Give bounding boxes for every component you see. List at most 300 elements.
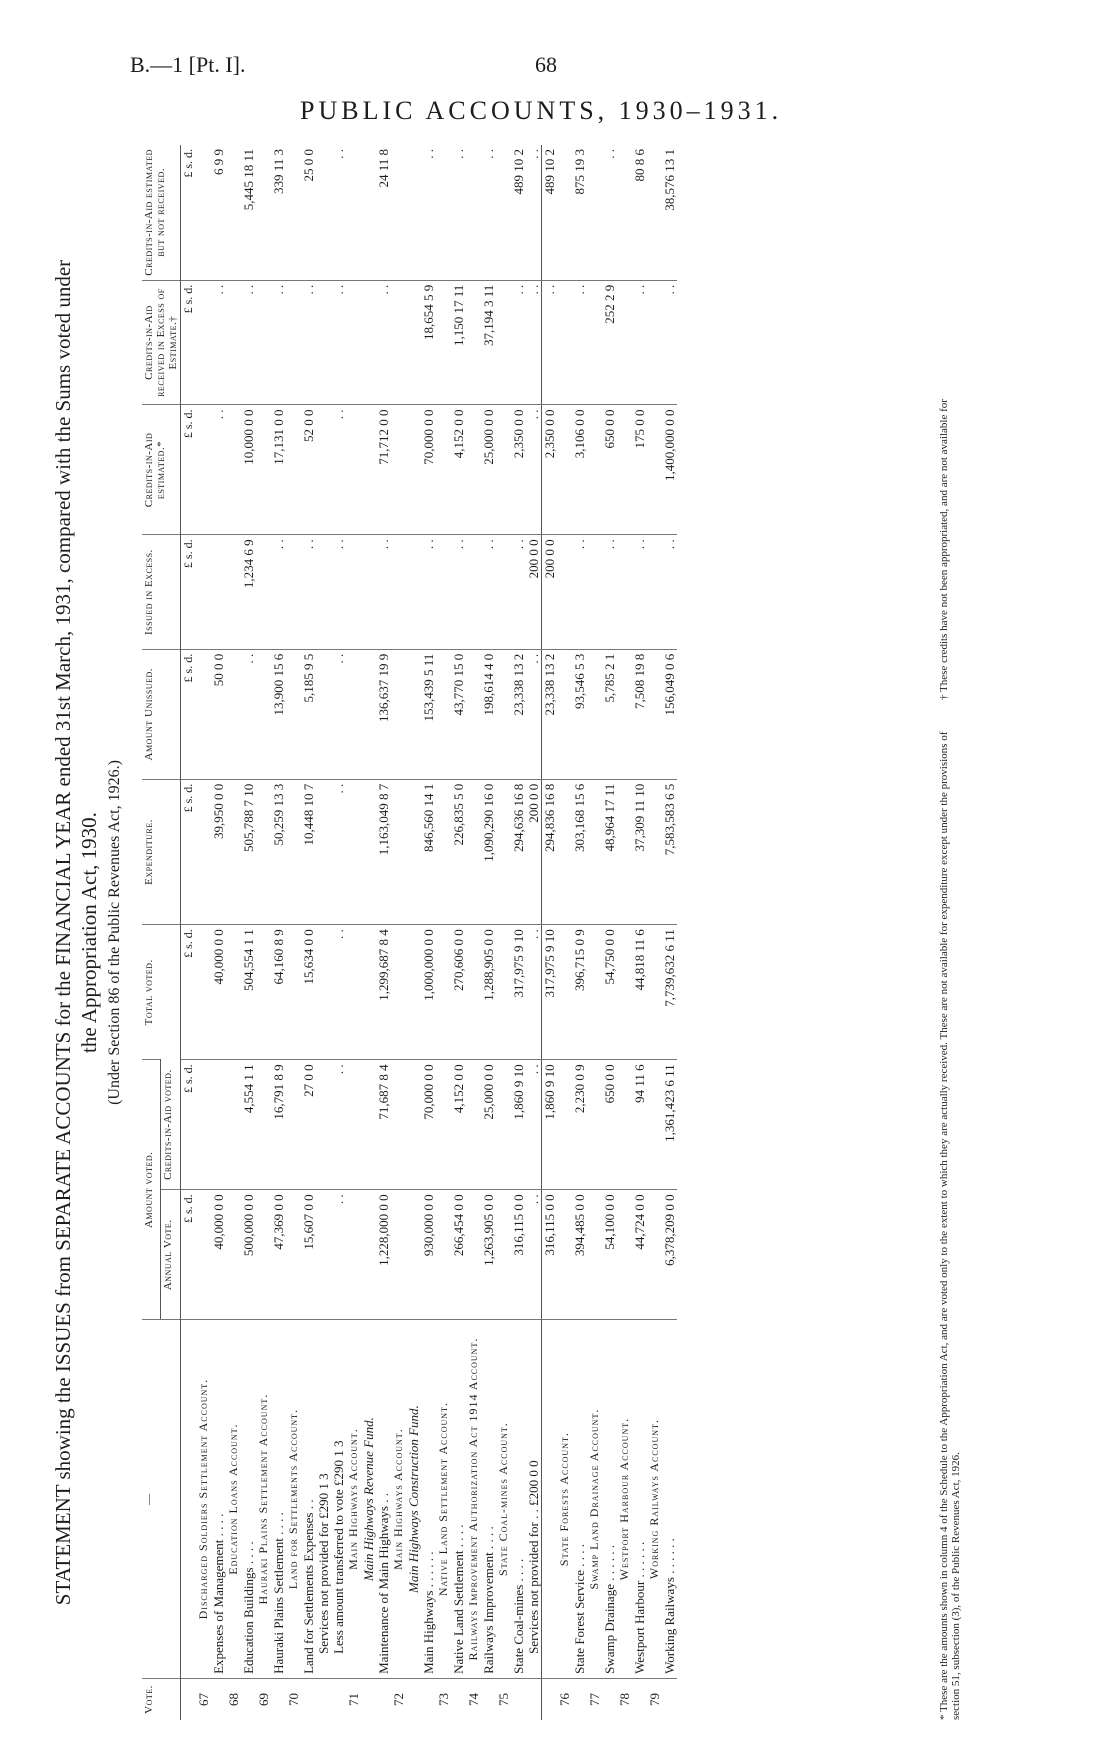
table-row bbox=[496, 145, 511, 1720]
amount-cell bbox=[361, 779, 376, 925]
vote-cell bbox=[316, 1678, 331, 1720]
unit-cell: £ s. d. bbox=[181, 149, 195, 178]
amount-cell bbox=[617, 535, 632, 649]
amount-cell: 1,228,000 0 0 bbox=[376, 1190, 391, 1320]
amount-cell bbox=[196, 649, 211, 779]
amount-cell: . . bbox=[331, 149, 346, 159]
vote-cell: 75 bbox=[496, 1678, 511, 1720]
amount-cell: 44,818 11 6 bbox=[632, 925, 647, 1060]
amount-cell bbox=[316, 925, 331, 1060]
amount-cell: 37,309 11 10 bbox=[632, 779, 647, 925]
amount-cell bbox=[316, 649, 331, 779]
amount-cell: 23,338 13 2 bbox=[511, 649, 526, 779]
amount-cell: 71,712 0 0 bbox=[376, 405, 391, 535]
amount-cell: . . bbox=[526, 649, 542, 779]
amount-cell bbox=[406, 649, 421, 779]
amount-cell: 1,090,290 16 0 bbox=[481, 779, 496, 925]
amount-cell bbox=[226, 145, 241, 280]
table-row bbox=[301, 145, 316, 1720]
unit-cell: £ s. d. bbox=[181, 1060, 197, 1190]
amount-cell bbox=[346, 779, 361, 925]
amount-cell bbox=[391, 649, 406, 779]
col-unissued: Amount Unissued. bbox=[142, 649, 181, 779]
amount-cell: 15,634 0 0 bbox=[301, 925, 316, 1060]
col-cia-estimated: Credits-in-Aid estimated.* bbox=[142, 405, 181, 535]
amount-cell: 317,975 9 10 bbox=[542, 925, 558, 1060]
vote-cell: 71 bbox=[346, 1678, 361, 1720]
amount-cell bbox=[436, 280, 451, 405]
amount-cell bbox=[496, 925, 511, 1060]
description-cell: Land for Settlements Account. bbox=[286, 1320, 301, 1679]
amount-cell bbox=[647, 405, 662, 535]
amount-cell bbox=[617, 649, 632, 779]
amount-cell: 650 0 0 bbox=[602, 1060, 617, 1190]
rotated-statement bbox=[50, 145, 995, 1720]
amount-cell: . . bbox=[331, 1190, 346, 1320]
amount-cell: 316,115 0 0 bbox=[542, 1190, 558, 1320]
amount-cell bbox=[346, 649, 361, 779]
amount-cell: . . bbox=[331, 925, 346, 1060]
amount-cell bbox=[226, 779, 241, 925]
unit-cell: £ s. d. bbox=[181, 925, 197, 1060]
amount-cell bbox=[587, 145, 602, 280]
amount-cell: . . bbox=[421, 535, 436, 649]
description-cell: Education Buildings . . . . bbox=[241, 1320, 256, 1679]
amount-cell: 270,606 0 0 bbox=[451, 925, 466, 1060]
table-row bbox=[346, 145, 361, 1720]
amount-cell: 317,975 9 10 bbox=[511, 925, 526, 1060]
amount-cell bbox=[587, 1060, 602, 1190]
description-cell: Main Highways Construction Fund. bbox=[406, 1320, 421, 1679]
amount-cell bbox=[557, 1060, 572, 1190]
amount-cell: 48,964 17 11 bbox=[602, 779, 617, 925]
amount-cell bbox=[587, 280, 602, 405]
table-row bbox=[421, 145, 436, 1720]
amount-cell: 198,614 4 0 bbox=[481, 649, 496, 779]
amount-cell: 294,636 16 8 bbox=[511, 779, 526, 925]
unit-cell: £ s. d. bbox=[181, 405, 197, 535]
description-cell: Main Highways Account. bbox=[391, 1320, 406, 1679]
statement-heading bbox=[50, 145, 128, 1720]
description-cell: Swamp Drainage . . . . . . bbox=[602, 1320, 617, 1679]
amount-cell bbox=[436, 535, 451, 649]
amount-cell bbox=[647, 649, 662, 779]
amount-cell bbox=[256, 779, 271, 925]
amount-cell bbox=[211, 1060, 226, 1190]
vote-cell bbox=[542, 1678, 558, 1720]
amount-cell bbox=[617, 925, 632, 1060]
vote-cell bbox=[526, 1678, 542, 1720]
amount-cell: 156,049 0 6 bbox=[662, 649, 677, 779]
amount-cell: 200 0 0 bbox=[526, 535, 542, 649]
amount-cell: . . bbox=[632, 535, 647, 649]
amount-cell: 1,860 9 10 bbox=[511, 1060, 526, 1190]
amount-cell bbox=[617, 779, 632, 925]
amount-cell bbox=[346, 145, 361, 280]
amount-cell: 875 19 3 bbox=[572, 149, 587, 195]
page-number: 68 bbox=[535, 52, 557, 77]
amount-cell bbox=[361, 925, 376, 1060]
amount-cell bbox=[406, 1190, 421, 1320]
vote-cell bbox=[361, 1678, 376, 1720]
amount-cell bbox=[557, 649, 572, 779]
amount-cell bbox=[316, 535, 331, 649]
amount-cell: 505,788 7 10 bbox=[241, 779, 256, 925]
table-row bbox=[587, 145, 602, 1720]
amount-cell bbox=[196, 405, 211, 535]
description-cell: State Forest Service . . . . bbox=[572, 1320, 587, 1679]
amount-cell: 5,185 9 5 bbox=[301, 649, 316, 779]
amount-cell bbox=[361, 280, 376, 405]
vote-cell: 67 bbox=[196, 1678, 211, 1720]
table-row bbox=[526, 145, 542, 1720]
amount-cell bbox=[466, 779, 481, 925]
description-cell: State Coal-mines Account. bbox=[496, 1320, 511, 1679]
amount-cell bbox=[256, 145, 271, 280]
amount-cell: 23,338 13 2 bbox=[542, 649, 558, 779]
amount-cell: . . bbox=[526, 149, 541, 159]
description-cell: Westport Harbour Account. bbox=[617, 1320, 632, 1679]
amount-cell: 43,770 15 0 bbox=[451, 649, 466, 779]
amount-cell: 1,299,687 8 4 bbox=[376, 925, 391, 1060]
amount-cell bbox=[406, 280, 421, 405]
table-row bbox=[647, 145, 662, 1720]
amount-cell: 489 10 2 bbox=[511, 149, 526, 195]
description-cell: Services not provided for . . £200 0 0 bbox=[526, 1320, 542, 1679]
amount-cell: . . bbox=[481, 535, 496, 649]
col-excess: Issued in Excess. bbox=[142, 535, 181, 649]
amount-cell: 71,687 8 4 bbox=[376, 1060, 391, 1190]
vote-cell bbox=[331, 1678, 346, 1720]
amount-cell: 27 0 0 bbox=[301, 1060, 316, 1190]
amount-cell bbox=[406, 925, 421, 1060]
amount-cell bbox=[391, 925, 406, 1060]
col-amount-voted: Amount voted. bbox=[142, 1060, 161, 1320]
amount-cell bbox=[391, 145, 406, 280]
amount-cell: . . bbox=[376, 535, 391, 649]
amount-cell: 54,750 0 0 bbox=[602, 925, 617, 1060]
page-title: PUBLIC ACCOUNTS, 1930–1931. bbox=[300, 96, 783, 125]
amount-cell bbox=[196, 145, 211, 280]
amount-cell bbox=[226, 405, 241, 535]
amount-cell: . . bbox=[511, 535, 526, 649]
amount-cell bbox=[617, 145, 632, 280]
table-row bbox=[271, 145, 286, 1720]
col-cia-voted: Credits-in-Aid voted. bbox=[161, 1060, 181, 1190]
amount-cell bbox=[587, 405, 602, 535]
amount-cell bbox=[496, 649, 511, 779]
amount-cell: . . bbox=[331, 1060, 346, 1190]
amount-cell bbox=[406, 405, 421, 535]
amount-cell: 303,168 15 6 bbox=[572, 779, 587, 925]
vote-cell: 70 bbox=[286, 1678, 301, 1720]
amount-cell: 930,000 0 0 bbox=[421, 1190, 436, 1320]
description-cell: Land for Settlements Expenses . . bbox=[301, 1320, 316, 1679]
amount-cell: 650 0 0 bbox=[602, 405, 617, 535]
table-row bbox=[451, 145, 466, 1720]
amount-cell bbox=[286, 1060, 301, 1190]
amount-cell bbox=[406, 535, 421, 649]
amount-cell: 54,100 0 0 bbox=[602, 1190, 617, 1320]
accounts-table bbox=[142, 145, 677, 1720]
description-cell: Native Land Settlement Account. bbox=[436, 1320, 451, 1679]
description-cell: Railways Improvement . . . . bbox=[481, 1320, 496, 1679]
amount-cell bbox=[226, 649, 241, 779]
amount-cell: 13,900 15 6 bbox=[271, 649, 286, 779]
amount-cell: 47,369 0 0 bbox=[271, 1190, 286, 1320]
table-row bbox=[542, 145, 558, 1720]
amount-cell bbox=[346, 535, 361, 649]
table-row bbox=[617, 145, 632, 1720]
vote-cell: 68 bbox=[226, 1678, 241, 1720]
amount-cell: . . bbox=[602, 535, 617, 649]
amount-cell bbox=[256, 535, 271, 649]
amount-cell bbox=[256, 925, 271, 1060]
unit-row bbox=[181, 145, 197, 1720]
statement-line-1: STATEMENT showing the ISSUES from SEPARATE ACCOUNTS for the FINANCIAL YEAR ended 31st March, 1931, compared with the Sums voted under bbox=[51, 259, 75, 1606]
table-row bbox=[331, 145, 346, 1720]
amount-cell bbox=[316, 280, 331, 405]
amount-cell bbox=[256, 280, 271, 405]
amount-cell bbox=[346, 925, 361, 1060]
amount-cell bbox=[466, 405, 481, 535]
amount-cell bbox=[466, 145, 481, 280]
amount-cell bbox=[647, 1060, 662, 1190]
amount-cell: 200 0 0 bbox=[542, 535, 558, 649]
amount-cell bbox=[617, 1060, 632, 1190]
table-row bbox=[316, 145, 331, 1720]
amount-cell bbox=[316, 1190, 331, 1320]
unit-cell: £ s. d. bbox=[181, 1190, 197, 1320]
table-row bbox=[226, 145, 241, 1720]
unit-cell: £ s. d. bbox=[181, 280, 197, 405]
amount-cell bbox=[286, 1190, 301, 1320]
amount-cell bbox=[391, 405, 406, 535]
amount-cell bbox=[557, 779, 572, 925]
amount-cell: 394,485 0 0 bbox=[572, 1190, 587, 1320]
amount-cell: . . bbox=[572, 535, 587, 649]
page-reference: B.—1 [Pt. I]. bbox=[130, 52, 246, 77]
amount-cell bbox=[391, 779, 406, 925]
amount-cell: . . bbox=[301, 280, 316, 405]
amount-cell: 18,654 5 9 bbox=[421, 280, 436, 405]
description-cell: Main Highways . . . . . . bbox=[421, 1320, 436, 1679]
amount-cell: 175 0 0 bbox=[632, 405, 647, 535]
vote-cell bbox=[451, 1678, 466, 1720]
vote-cell: 76 bbox=[557, 1678, 572, 1720]
amount-cell: 1,150 17 11 bbox=[451, 280, 466, 405]
amount-cell: . . bbox=[511, 280, 526, 405]
amount-cell: . . bbox=[602, 149, 617, 159]
table-row bbox=[662, 145, 677, 1720]
amount-cell bbox=[226, 925, 241, 1060]
vote-cell: 72 bbox=[391, 1678, 406, 1720]
description-cell: Hauraki Plains Settlement Account. bbox=[256, 1320, 271, 1679]
amount-cell bbox=[391, 1190, 406, 1320]
table-row bbox=[602, 145, 617, 1720]
amount-cell: 339 11 3 bbox=[271, 149, 286, 195]
col-total-voted: Total voted. bbox=[142, 925, 181, 1060]
vote-cell bbox=[211, 1678, 226, 1720]
amount-cell: 38,576 13 1 bbox=[662, 149, 677, 211]
col-description: — bbox=[142, 1320, 181, 1679]
vote-cell: 78 bbox=[617, 1678, 632, 1720]
amount-cell bbox=[346, 1060, 361, 1190]
amount-cell bbox=[196, 1060, 211, 1190]
description-cell: Maintenance of Main Highways . . bbox=[376, 1320, 391, 1679]
amount-cell bbox=[466, 1190, 481, 1320]
amount-cell bbox=[496, 1060, 511, 1190]
amount-cell: . . bbox=[331, 779, 346, 925]
amount-cell bbox=[346, 1190, 361, 1320]
amount-cell bbox=[361, 535, 376, 649]
amount-cell: 846,560 14 1 bbox=[421, 779, 436, 925]
table-row bbox=[572, 145, 587, 1720]
col-cia-received: Credits-in-Aid received in Excess of Estimate.† bbox=[142, 280, 181, 405]
amount-cell bbox=[436, 779, 451, 925]
description-cell: Native Land Settlement . . . . bbox=[451, 1320, 466, 1679]
amount-cell: 6,378,209 0 0 bbox=[662, 1190, 677, 1320]
description-cell: Westport Harbour . . . . . . bbox=[632, 1320, 647, 1679]
amount-cell bbox=[226, 1060, 241, 1190]
amount-cell bbox=[557, 925, 572, 1060]
amount-cell: 7,583,583 6 5 bbox=[662, 779, 677, 925]
unit-cell bbox=[181, 1320, 197, 1679]
table-row bbox=[241, 145, 256, 1720]
unit-cell bbox=[181, 1678, 197, 1720]
amount-cell bbox=[557, 145, 572, 280]
amount-cell bbox=[557, 405, 572, 535]
amount-cell bbox=[647, 280, 662, 405]
amount-cell: 1,163,049 8 7 bbox=[376, 779, 391, 925]
amount-cell: . . bbox=[481, 149, 496, 159]
amount-cell: . . bbox=[331, 280, 346, 405]
amount-cell: 80 8 6 bbox=[632, 149, 647, 182]
amount-cell: 500,000 0 0 bbox=[241, 1190, 256, 1320]
amount-cell bbox=[496, 280, 511, 405]
table-row bbox=[391, 145, 406, 1720]
amount-cell bbox=[496, 145, 511, 280]
amount-cell: 40,000 0 0 bbox=[211, 925, 226, 1060]
vote-cell bbox=[662, 1678, 677, 1720]
statement-line-3: (Under Section 86 of the Public Revenues Act, 1926.) bbox=[106, 760, 123, 1105]
col-vote: Vote. bbox=[142, 1678, 181, 1720]
amount-cell bbox=[256, 405, 271, 535]
amount-cell bbox=[316, 405, 331, 535]
col-annual-vote: Annual Vote. bbox=[161, 1190, 181, 1320]
amount-cell: 93,546 5 3 bbox=[572, 649, 587, 779]
amount-cell: 3,106 0 0 bbox=[572, 405, 587, 535]
amount-cell: 17,131 0 0 bbox=[271, 405, 286, 535]
table-row bbox=[436, 145, 451, 1720]
amount-cell bbox=[557, 1190, 572, 1320]
description-cell: Services not provided for £290 1 3 bbox=[316, 1320, 331, 1679]
table-row bbox=[286, 145, 301, 1720]
vote-cell: 69 bbox=[256, 1678, 271, 1720]
amount-cell: 266,454 0 0 bbox=[451, 1190, 466, 1320]
amount-cell: 226,835 5 0 bbox=[451, 779, 466, 925]
amount-cell bbox=[211, 535, 226, 649]
table-row bbox=[196, 145, 211, 1720]
description-cell bbox=[542, 1320, 558, 1679]
vote-cell: 73 bbox=[436, 1678, 451, 1720]
amount-cell: . . bbox=[271, 535, 286, 649]
amount-cell bbox=[256, 1060, 271, 1190]
amount-cell bbox=[346, 405, 361, 535]
description-cell: Working Railways . . . . . . bbox=[662, 1320, 677, 1679]
amount-cell: 70,000 0 0 bbox=[421, 1060, 436, 1190]
amount-cell: 50 0 0 bbox=[211, 649, 226, 779]
amount-cell: . . bbox=[526, 925, 542, 1060]
amount-cell: 37,194 3 11 bbox=[481, 280, 496, 405]
amount-cell bbox=[286, 925, 301, 1060]
amount-cell bbox=[647, 1190, 662, 1320]
amount-cell: 25,000 0 0 bbox=[481, 1060, 496, 1190]
amount-cell: . . bbox=[331, 535, 346, 649]
amount-cell bbox=[316, 145, 331, 280]
amount-cell: 50,259 13 3 bbox=[271, 779, 286, 925]
description-cell: Working Railways Account. bbox=[647, 1320, 662, 1679]
amount-cell: 136,637 19 9 bbox=[376, 649, 391, 779]
amount-cell: 70,000 0 0 bbox=[421, 405, 436, 535]
vote-cell: 79 bbox=[647, 1678, 662, 1720]
amount-cell bbox=[587, 925, 602, 1060]
amount-cell: . . bbox=[526, 405, 542, 535]
amount-cell bbox=[316, 779, 331, 925]
col-cia-not-received: Credits-in-Aid estimated but not received. bbox=[142, 145, 181, 280]
description-cell: Expenses of Management . . . . bbox=[211, 1320, 226, 1679]
amount-cell: 10,448 10 7 bbox=[301, 779, 316, 925]
unit-cell: £ s. d. bbox=[181, 649, 197, 779]
description-cell: Swamp Land Drainage Account. bbox=[587, 1320, 602, 1679]
vote-cell bbox=[301, 1678, 316, 1720]
amount-cell: . . bbox=[301, 535, 316, 649]
amount-cell: 7,739,632 6 11 bbox=[662, 925, 677, 1060]
amount-cell bbox=[557, 280, 572, 405]
amount-cell: 1,000,000 0 0 bbox=[421, 925, 436, 1060]
amount-cell: 2,350 0 0 bbox=[542, 405, 558, 535]
amount-cell: 16,791 8 9 bbox=[271, 1060, 286, 1190]
amount-cell bbox=[436, 649, 451, 779]
description-cell: State Coal-mines . . . . bbox=[511, 1320, 526, 1679]
amount-cell: 1,400,000 0 0 bbox=[662, 405, 677, 535]
amount-cell: . . bbox=[451, 535, 466, 649]
amount-cell: . . bbox=[331, 649, 346, 779]
amount-cell: 52 0 0 bbox=[301, 405, 316, 535]
amount-cell bbox=[617, 280, 632, 405]
vote-cell bbox=[376, 1678, 391, 1720]
amount-cell bbox=[587, 1190, 602, 1320]
description-cell: Main Highways Revenue Fund. bbox=[361, 1320, 376, 1679]
amount-cell bbox=[406, 145, 421, 280]
description-cell: Less amount transferred to vote £290 1 3 bbox=[331, 1320, 346, 1679]
amount-cell bbox=[587, 779, 602, 925]
amount-cell: 40,000 0 0 bbox=[211, 1190, 226, 1320]
amount-cell bbox=[436, 1060, 451, 1190]
amount-cell: . . bbox=[376, 280, 391, 405]
table-body bbox=[181, 145, 678, 1720]
amount-cell bbox=[286, 535, 301, 649]
amount-cell: 25 0 0 bbox=[301, 149, 316, 182]
vote-cell bbox=[602, 1678, 617, 1720]
table-row bbox=[481, 145, 496, 1720]
description-cell: Hauraki Plains Settlement . . . . bbox=[271, 1320, 286, 1679]
amount-cell bbox=[647, 925, 662, 1060]
amount-cell: 39,950 0 0 bbox=[211, 779, 226, 925]
vote-cell bbox=[572, 1678, 587, 1720]
amount-cell: 2,350 0 0 bbox=[511, 405, 526, 535]
amount-cell: 153,439 5 11 bbox=[421, 649, 436, 779]
